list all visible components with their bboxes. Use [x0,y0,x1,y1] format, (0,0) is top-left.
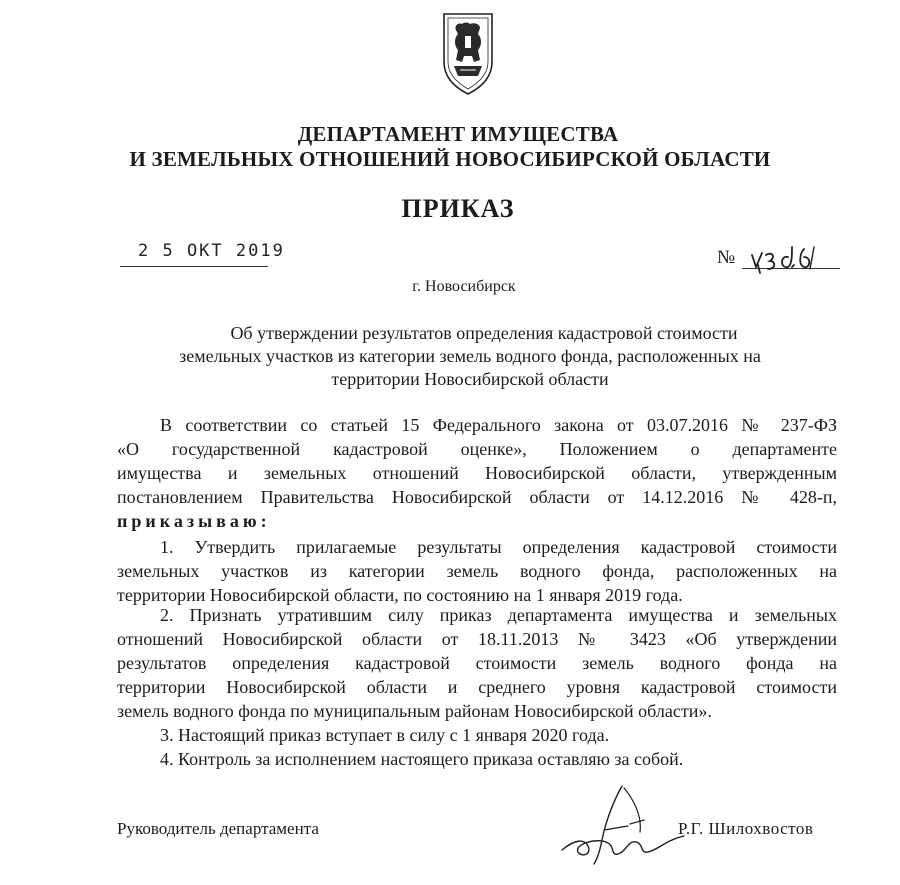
signatory-role: Руководитель департамента [117,819,319,838]
item-2-line: отношений Новосибирской области от 18.11.2013 № 3423 «Об утверждении [117,629,837,649]
preamble-line: В соответствии со статьей 15 Федерального закона от 03.07.2016 № 237-ФЗ [160,415,837,435]
number-label: № [717,247,736,268]
handwritten-signature [544,780,694,870]
order-word: приказываю: [117,511,271,531]
coat-of-arms-emblem [438,10,498,96]
item-3-line: 3. Настоящий приказ вступает в силу с 1 января 2020 года. [160,725,610,745]
item-2-line: территории Новосибирской области и среднего уровня кадастровой стоимости [117,677,837,697]
item-2-line: земель водного фонда по муниципальным районам Новосибирской области». [117,701,712,721]
department-name-line2: И ЗЕМЕЛЬНЫХ ОТНОШЕНИЙ НОВОСИБИРСКОЙ ОБЛАСТИ [129,147,771,171]
preamble-line: «О государственной кадастровой оценке», Положением о департаменте [117,439,837,459]
subject-line-3: территории Новосибирской области [331,369,609,389]
date-stamp: 2 5 ОКТ 2019 [138,241,285,261]
item-2-line: 2. Признать утратившим силу приказ департамента имущества и земельных [160,605,837,625]
item-1-line: земельных участков из категории земель водного фонда, расположенных на [117,561,837,581]
department-name-line1: ДЕПАРТАМЕНТ ИМУЩЕСТВА [297,122,619,146]
handwritten-document-number [748,243,824,277]
item-4-line: 4. Контроль за исполнением настоящего приказа оставляю за собой. [160,749,684,769]
date-underline [120,266,268,267]
city-name: г. Новосибирск [412,278,516,295]
subject-line-2: земельных участков из категории земель водного фонда, расположенных на [179,346,761,366]
preamble-line: постановлением Правительства Новосибирской области от 14.12.2016 № 428-п, [117,487,837,507]
preamble-line: имущества и земельных отношений Новосибирской области, утвержденным [117,463,837,483]
signatory-name: Р.Г. Шилохвостов [678,819,814,838]
item-1-line: 1. Утвердить прилагаемые результаты определения кадастровой стоимости [160,537,837,557]
subject-line-1: Об утверждении результатов определения кадастровой стоимости [230,323,738,343]
document-title: ПРИКАЗ [401,194,515,223]
item-2-line: результатов определения кадастровой стоимости земель водного фонда на [117,653,837,673]
item-1-line: территории Новосибирской области, по состоянию на 1 января 2019 года. [117,585,683,605]
